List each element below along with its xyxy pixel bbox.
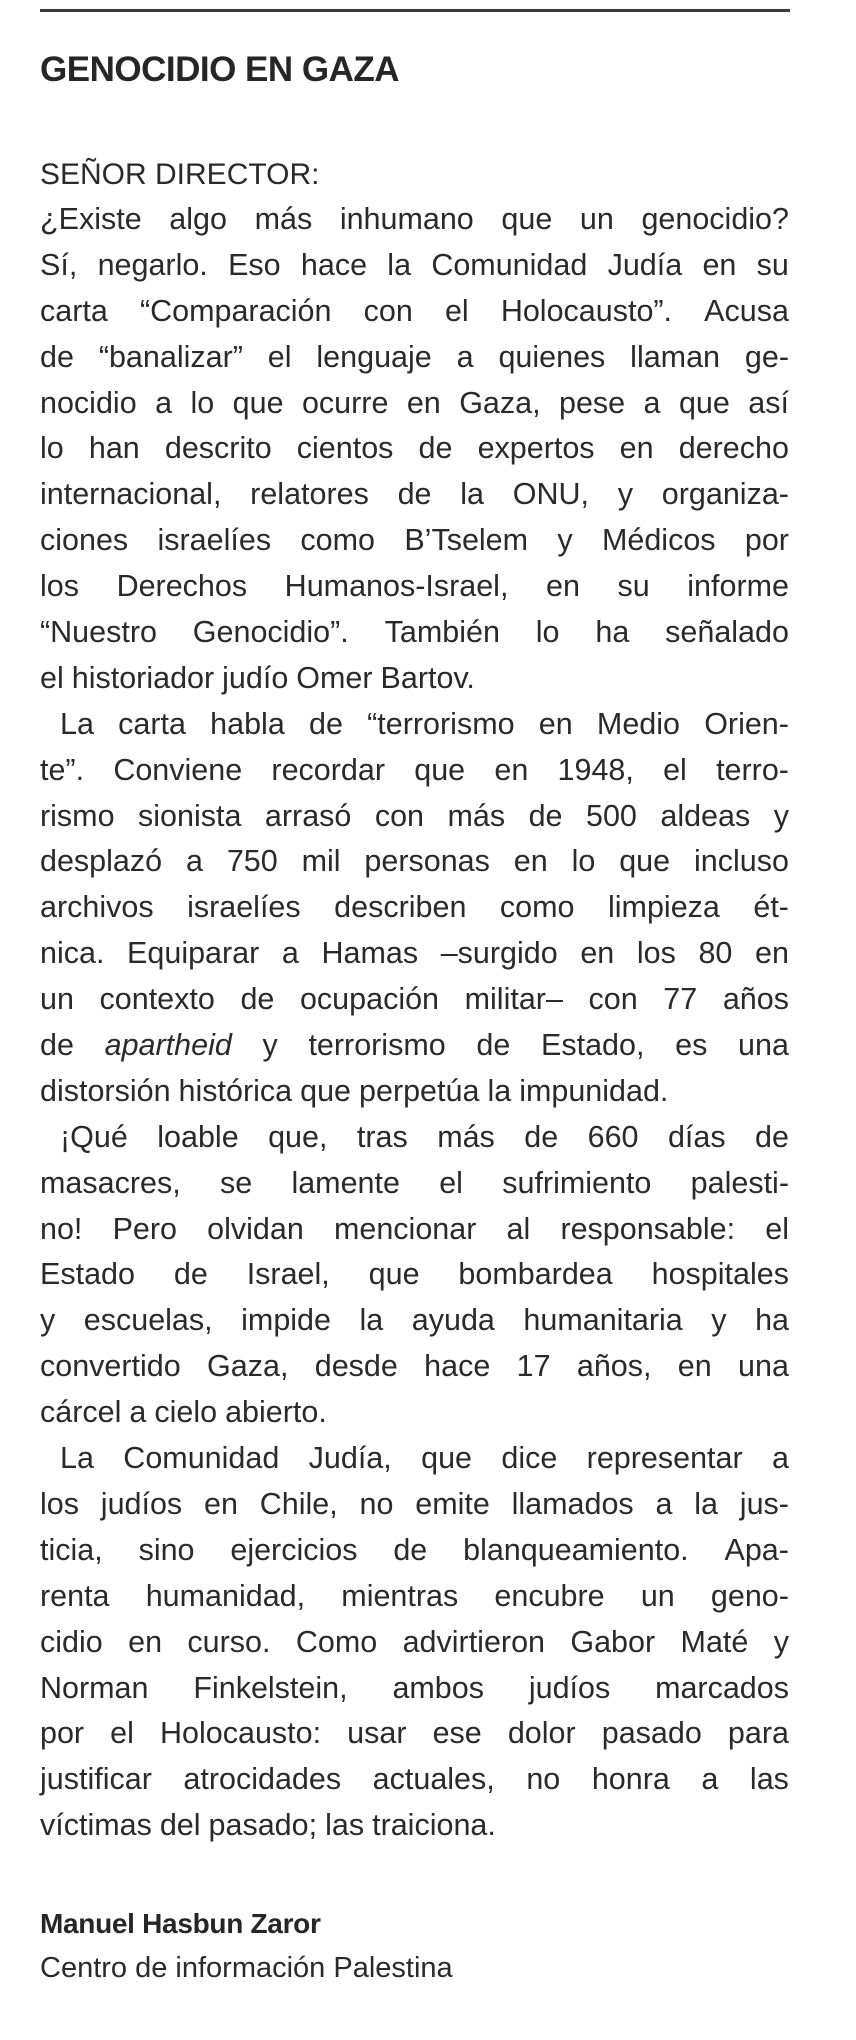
letter-line: renta humanidad, mientras encubre un geno- [40,1578,789,1613]
letter-line: masacres, se lamente el sufrimiento palesti- [40,1165,789,1200]
letter-line: convertido Gaza, desde hace 17 años, en una [40,1349,789,1384]
letter-line: desplazó a 750 mil personas en lo que incluso [40,844,789,879]
letter-line: cidio en curso. Como advirtieron Gabor Maté y [40,1624,789,1659]
letter-line: Norman Finkelstein, ambos judíos marcados [40,1670,789,1705]
letter-line: los judíos en Chile, no emite llamados a la jus- [40,1486,789,1521]
letter-body [40,197,789,1849]
top-divider [40,9,790,12]
letter-line: La carta habla de “terrorismo en Medio Orien- [60,706,789,741]
letter-line: los Derechos Humanos-Israel, en su informe [40,569,789,604]
letter-line: justificar atrocidades actuales, no honra a las [40,1762,789,1797]
letter-line: un contexto de ocupación militar– con 77 años [40,982,789,1017]
letter-line: de “banalizar” el lenguaje a quienes llaman ge- [40,339,789,374]
letter-line: Estado de Israel, que bombardea hospitales [40,1257,789,1292]
letter-line: internacional, relatores de la ONU, y organiza- [40,477,789,512]
letter-line: Sí, negarlo. Eso hace la Comunidad Judía en su [40,247,789,282]
letter-line: te”. Conviene recordar que en 1948, el terro- [40,752,789,787]
letter-line: por el Holocausto: usar ese dolor pasado para [40,1716,789,1751]
letter-line: ciones israelíes como B’Tselem y Médicos por [40,523,789,558]
letter-line: archivos israelíes describen como limpieza ét- [40,890,789,925]
letter-line: no! Pero olvidan mencionar al responsable: el [40,1211,789,1246]
letter-line: ¿Existe algo más inhumano que un genocidio? [40,202,789,236]
letter-headline: GENOCIDIO EN GAZA [40,50,400,89]
author-affiliation: Centro de información Palestina [40,1952,453,1984]
letter-line: de apartheid y terrorismo de Estado, es una [40,1028,789,1063]
letter-line: carta “Comparación con el Holocausto”. Acusa [40,293,789,328]
letter-line: cárcel a cielo abierto. [40,1395,327,1430]
author-signature: Manuel Hasbun Zaror [40,1908,321,1939]
salutation: SEÑOR DIRECTOR: [40,158,320,191]
letter-line: y escuelas, impide la ayuda humanitaria y ha [40,1303,789,1338]
letter-line: “Nuestro Genocidio”. También lo ha señalado [40,615,789,650]
letter-line: ticia, sino ejercicios de blanqueamiento. Apa- [40,1532,789,1567]
letter-line: distorsión histórica que perpetúa la impunidad. [40,1073,669,1108]
letter-line: víctimas del pasado; las traiciona. [40,1808,496,1843]
letter-line: La Comunidad Judía, que dice representar a [60,1441,789,1476]
letter-line: nocidio a lo que ocurre en Gaza, pese a que así [40,385,789,420]
letter-line: el historiador judío Omer Bartov. [40,660,475,695]
letter-line: lo han descrito cientos de expertos en derecho [40,431,789,466]
letter-line: ¡Qué loable que, tras más de 660 días de [60,1119,789,1154]
letter-line: rismo sionista arrasó con más de 500 aldeas y [40,798,789,833]
letter-line: nica. Equiparar a Hamas –surgido en los 80 en [40,936,789,971]
